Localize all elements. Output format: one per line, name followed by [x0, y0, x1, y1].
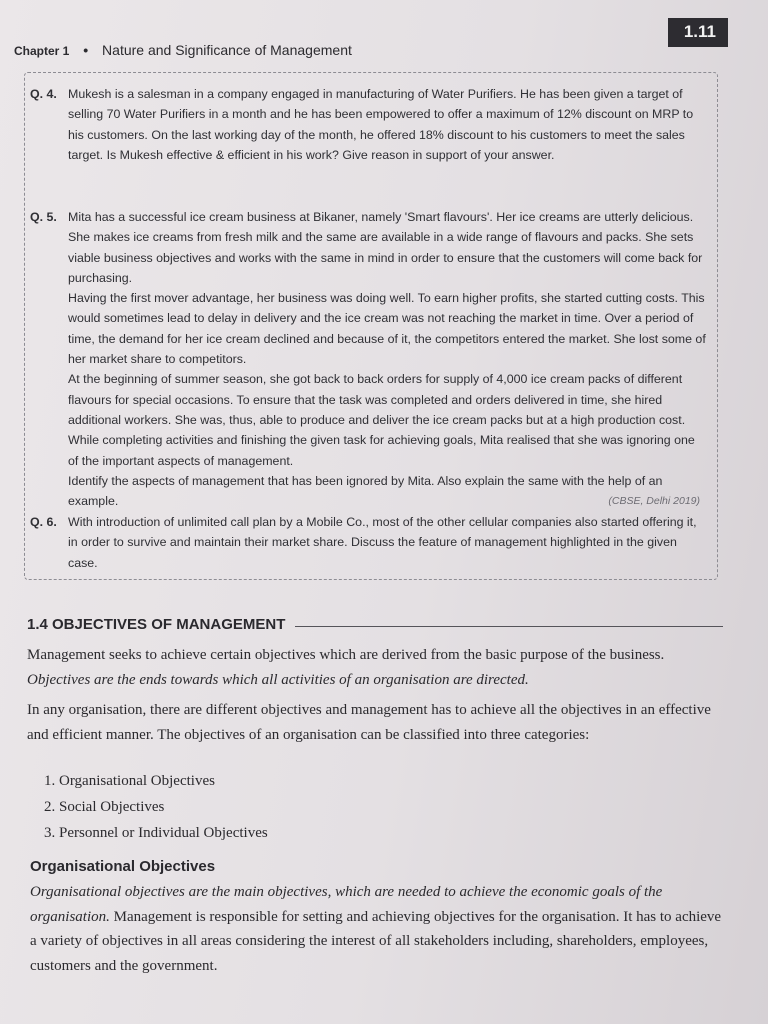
question-paragraph: Mita has a successful ice cream business at Bikaner, namely 'Smart flavours'. Her ice creams are utterly delicious. She makes ice creams from fresh milk and the same are available in a wide range of flavours and packs. She sets viable business objectives and works with the same in mind in order to ensure that the customers will come back for purchasing.: [68, 210, 703, 285]
question-paragraph: At the beginning of summer season, she got back to back orders for supply of 4,000 ice cream packs of different flavours for special occasions. To ensure that the task was completed and orders delivered in time, she hired additional workers. She was, thus, able to produce and deliver the ice cream packs but at a high production cost. While completing activities and finishing the given task for achieving goals, Mita realised that she was ignoring one of the important aspects of management.: [68, 372, 695, 468]
question-6: [30, 512, 708, 573]
subsection-title: Organisational Objectives: [30, 858, 216, 875]
list-item: 2. Social Objectives: [44, 799, 165, 815]
paragraph-text: In any organisation, there are different objectives and management has to achieve all the objectives in an effective and efficient manner. The objectives of an organisation can be classified into three categories:: [27, 702, 711, 743]
list-item: 3. Personnel or Individual Objectives: [44, 825, 268, 841]
definition-text: Organisational objectives are the main objectives, which are needed to achieve the economic goals of the organisation.: [30, 884, 663, 925]
paragraph-text: Management seeks to achieve certain objectives which are derived from the basic purpose of the business.: [27, 647, 665, 663]
section-title: 1.4 OBJECTIVES OF MANAGEMENT: [27, 616, 286, 633]
question-4: [30, 84, 708, 165]
heading-rule: [295, 626, 723, 627]
objectives-list: [44, 768, 268, 846]
citation: (CBSE, Delhi 2019): [608, 495, 700, 508]
list-item: 1. Organisational Objectives: [44, 773, 215, 789]
header-separator: •: [83, 42, 89, 58]
chapter-label: Chapter 1: [14, 44, 70, 58]
paragraph-text: Management is responsible for setting and achieving objectives for the organisation. It has to achieve a variety of objectives in all areas considering the interest of all stakeholders including, shareholders, employees, customers and the government.: [30, 908, 722, 974]
question-5: [30, 207, 708, 511]
definition-text: Objectives are the ends towards which all activities of an organisation are directed.: [27, 671, 529, 688]
question-paragraph: [68, 471, 708, 512]
section-heading: [27, 616, 723, 633]
question-number: Q. 4.: [30, 87, 57, 101]
chapter-title: Nature and Significance of Management: [102, 42, 352, 58]
page-number: 1.11: [668, 18, 728, 47]
section-paragraph-1: [27, 643, 727, 692]
running-header: [14, 42, 352, 58]
section-paragraph-2: [27, 698, 727, 747]
question-last-sentence: Identify the aspects of management that has been ignored by Mita. Also explain the same with the help of an example.: [68, 473, 663, 509]
question-number: Q. 5.: [30, 210, 57, 224]
subsection-paragraph: [30, 880, 730, 978]
question-number: Q. 6.: [30, 515, 57, 529]
question-paragraph: Having the first mover advantage, her business was doing well. To earn higher profits, she started cutting costs. This would sometimes lead to delay in delivery and the ice cream was not reaching the market in time. Over a period of time, the demand for her ice cream declined and because of it, the competitors entered the market. She lost some of her market share to competitors.: [68, 291, 706, 367]
question-text: Mukesh is a salesman in a company engaged in manufacturing of Water Purifiers. He has been given a target of selling 70 Water Purifiers in a month and he has been empowered to offer a maximum of 12% discount on MRP to his customers. On the last working day of the month, he offered 18% discount to his customers to meet the sales target. Is Mukesh effective & efficient in his work? Give reason in support of your answer.: [68, 87, 694, 162]
question-text: With introduction of unlimited call plan by a Mobile Co., most of the other cellular companies also started offering it, in order to survive and maintain their market share. Discuss the feature of management highlighted in the given case.: [68, 515, 697, 570]
